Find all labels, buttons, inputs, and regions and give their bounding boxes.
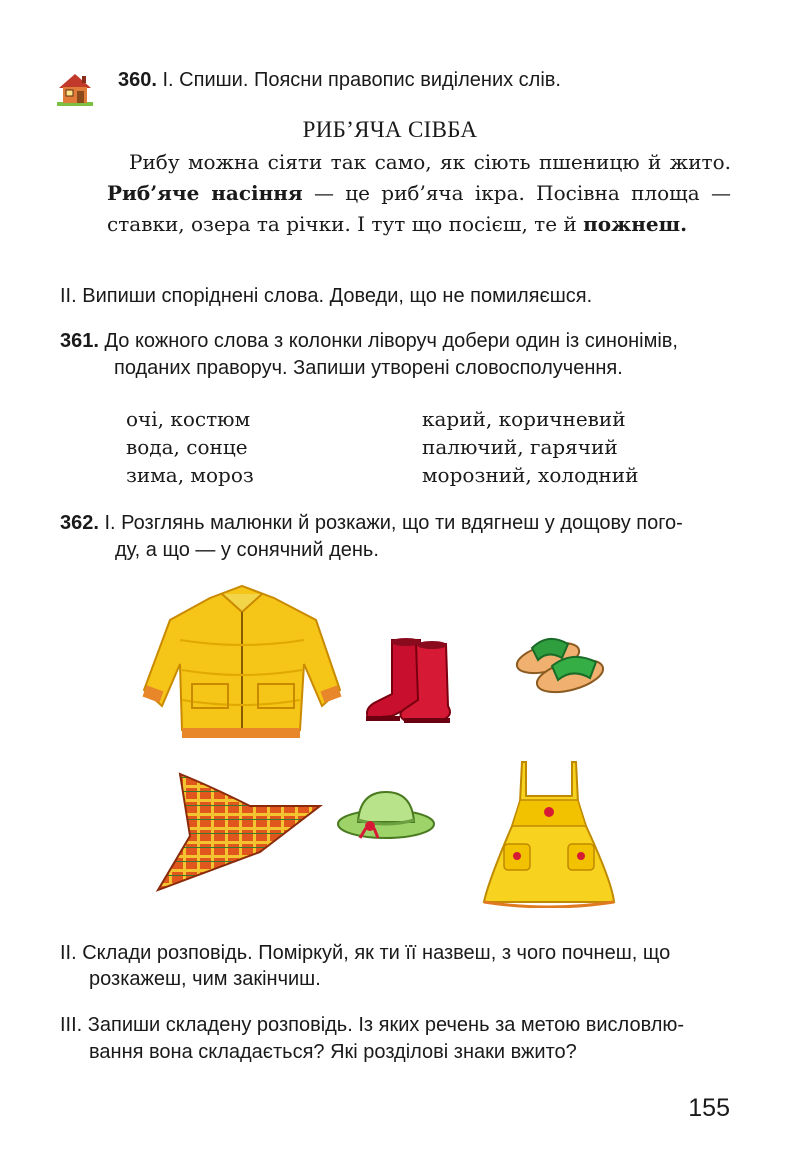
- dress-illustration: [482, 756, 616, 908]
- text-part-2: — це риб’яча ікра. Посівна площа — ставки, озера та річки. І тут що посієш, те й: [107, 181, 731, 236]
- highlight-2: пожнеш.: [583, 212, 688, 236]
- left-word-pair: очі, костюм: [126, 407, 251, 431]
- ex361-task-line1: До кожного слова з колонки ліворуч добери один із синонімів,: [104, 330, 678, 352]
- left-column: [126, 405, 254, 489]
- text-title: РИБ’ЯЧА СІВБА: [302, 117, 478, 142]
- text-body: [107, 147, 731, 240]
- ex362-task-line2: ду, а що — у сонячний день.: [115, 539, 379, 561]
- jacket-illustration: [140, 580, 345, 748]
- ex360-number: 360.: [118, 69, 157, 91]
- ex362-task-2-line2: розкажеш, чим закінчиш.: [89, 968, 321, 990]
- ex361-number: 361.: [60, 330, 99, 352]
- ex360-task: І. Спиши. Поясни правопис виділених слів.: [162, 69, 561, 91]
- boots-illustration: [362, 636, 466, 726]
- left-word-pair: зима, мороз: [126, 463, 254, 487]
- scarf-illustration: [150, 766, 325, 896]
- text-part-1: Рибу можна сіяти так само, як сіють пшеницю й жито.: [129, 150, 731, 174]
- highlight-1: Риб’яче насіння: [107, 181, 303, 205]
- right-synonyms: палючий, гарячий: [422, 435, 618, 459]
- right-synonyms: морозний, холодний: [422, 463, 639, 487]
- ex362-header: [60, 510, 683, 537]
- ex362-task-3-line2: вання вона складається? Які розділові знаки вжито?: [89, 1041, 577, 1063]
- ex362-task-line1: І. Розглянь малюнки й розкажи, що ти вдягнеш у дощову пого-: [104, 512, 683, 534]
- ex360-header: [118, 67, 561, 94]
- ex361-task-line2: поданих праворуч. Запиши утворені словосполучення.: [114, 357, 623, 379]
- right-synonyms: карий, коричневий: [422, 407, 626, 431]
- left-word-pair: вода, сонце: [126, 435, 248, 459]
- ex362-number: 362.: [60, 512, 99, 534]
- ex361-header: [60, 328, 678, 355]
- ex360-task-2: ІІ. Випиши споріднені слова. Доведи, що не помиляєшся.: [60, 285, 593, 307]
- right-column: [422, 405, 638, 489]
- page-number: 155: [688, 1094, 730, 1122]
- ex362-task-2-line1: ІІ. Склади розповідь. Поміркуй, як ти її назвеш, з чого почнеш, що: [60, 942, 671, 964]
- house-icon: [55, 68, 95, 108]
- ex362-task-3-line1: ІІІ. Запиши складену розповідь. Із яких речень за метою висловлю-: [60, 1014, 685, 1036]
- hat-illustration: [336, 786, 436, 846]
- sandals-illustration: [512, 628, 608, 700]
